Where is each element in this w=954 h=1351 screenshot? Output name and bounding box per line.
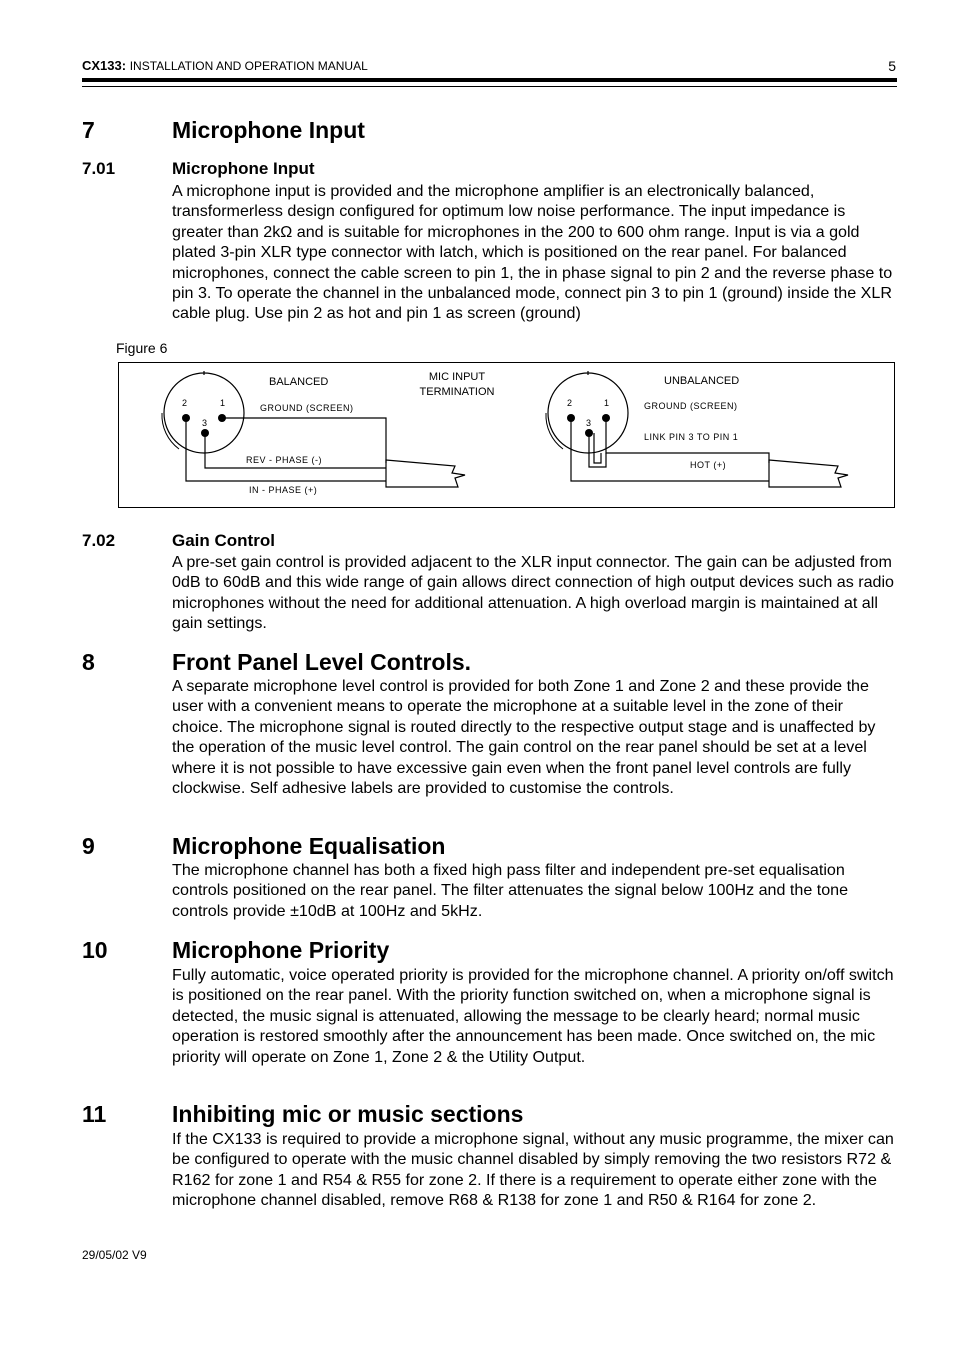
center-title-line1: MIC INPUT — [428, 371, 486, 383]
section-8-heading — [82, 648, 471, 676]
section-number: 8 — [82, 649, 95, 675]
header-rule-thin — [82, 86, 897, 87]
section-7-01-heading — [82, 159, 315, 179]
unbalanced-title: UNBALANCED — [664, 375, 740, 387]
section-number: 11 — [82, 1101, 107, 1127]
section-number: 10 — [82, 937, 108, 963]
balanced-in-phase-label: IN - PHASE (+) — [249, 485, 318, 495]
page-number: 5 — [888, 58, 896, 74]
section-number: 7.02 — [82, 531, 116, 550]
balanced-ground-label: GROUND (SCREEN) — [260, 403, 354, 413]
footer-date-version: 29/05/02 V9 — [82, 1248, 147, 1262]
section-9-heading — [82, 832, 445, 860]
section-title: Microphone Equalisation — [172, 833, 446, 859]
section-7-02-heading — [82, 531, 275, 551]
section-number: 7 — [82, 117, 95, 143]
section-title: Microphone Input — [172, 117, 365, 143]
unbalanced-pin1-label: 1 — [604, 398, 610, 408]
unbalanced-pin3-label: 3 — [586, 418, 592, 428]
section-title: Gain Control — [172, 531, 275, 550]
center-title-line2: TERMINATION — [419, 386, 495, 398]
balanced-pin3-label: 3 — [202, 418, 208, 428]
section-7-heading — [82, 116, 365, 144]
section-8-body: A separate microphone level control is provided for both Zone 1 and Zone 2 and these provide the user with a convenient means to operate the microphone at a suitable level in the zone of their choice. The microphone signal is routed directly to the respective output stage and is unaffected by the operation of the music level control. The gain control on the rear panel should be set at a level where it is not possible to have excessive gain even when the front panel level controls are fully clockwise. Self adhesive labels are provided to customise the controls. — [172, 677, 876, 798]
header-rule-thick — [82, 78, 897, 82]
doc-title: INSTALLATION AND OPERATION MANUAL — [129, 59, 368, 73]
wiring-diagram — [118, 362, 895, 508]
unbalanced-hot-label: HOT (+) — [690, 460, 727, 470]
doc-code: CX133: — [82, 58, 127, 73]
section-7-02-body: A pre-set gain control is provided adjacent to the XLR input connector. The gain can be adjusted from 0dB to 60dB and this wide range of gain allows direct connection of high output devices such as radio microphones without the need for additional attenuation. A high overload margin is maintained at all gain settings. — [172, 553, 894, 633]
section-title: Microphone Priority — [172, 937, 390, 963]
unbalanced-wires — [571, 418, 848, 487]
section-9-body: The microphone channel has both a fixed high pass filter and independent pre-set equalisation controls positioned on the rear panel. The filter attenuates the signal below 100Hz and the tone controls provide ±10dB at 100Hz and 5kHz. — [172, 861, 849, 920]
section-10-body: Fully automatic, voice operated priority is provided for the microphone channel. A priority on/off switch is positioned on the rear panel. With the priority function switched on, when a microphone signal is detected, the music signal is attenuated, allowing the message to be clearly heard; normal music operation is restored smoothly after the announcement has been made. Once switched on, the mic priority will operate on Zone 1, Zone 2 & the Utility Output. — [172, 966, 894, 1066]
section-number: 9 — [82, 833, 95, 859]
balanced-connector — [162, 371, 244, 453]
unbalanced-connector — [546, 371, 628, 453]
section-title: Microphone Input — [172, 159, 315, 178]
balanced-wires — [186, 418, 465, 487]
balanced-title: BALANCED — [269, 376, 329, 388]
section-10-heading — [82, 936, 389, 964]
section-11-heading — [82, 1100, 523, 1128]
figure-label: Figure 6 — [116, 340, 168, 356]
section-number: 7.01 — [82, 159, 116, 178]
unbalanced-ground-label: GROUND (SCREEN) — [644, 401, 738, 411]
section-title: Front Panel Level Controls. — [172, 649, 472, 675]
wiring-diagram-svg — [119, 363, 896, 509]
balanced-rev-phase-label: REV - PHASE (-) — [246, 455, 323, 465]
balanced-pin2-label: 2 — [182, 398, 188, 408]
section-11-body: If the CX133 is required to provide a microphone signal, without any music programme, the mixer can be configured to operate with the music channel disabled by simply removing the two resistors R72 & R162 for zone 1 and R54 & R55 for zone 2. If there is a requirement to operate either zone with the microphone channel disabled, remove R68 & R138 for zone 1 and R50 & R164 for zone 2. — [172, 1130, 894, 1210]
unbalanced-link-label: LINK PIN 3 TO PIN 1 — [644, 432, 739, 442]
balanced-pin1-label: 1 — [220, 398, 226, 408]
section-7-01-body: A microphone input is provided and the microphone amplifier is an electronically balanced, transformerless design configured for optimum low noise performance. The input impedance is greater than 2kΩ and is suitable for microphones in the 200 to 600 ohm range. Input is via a gold plated 3-pin XLR type connector with latch, which is positioned on the rear panel. For balanced microphones, connect the cable screen to pin 1, the in phase signal to pin 2 and the reverse phase to pin 3. To operate the channel in the unbalanced mode, connect pin 3 to pin 1 (ground) inside the XLR cable plug. Use pin 2 as hot and pin 1 as screen (ground) — [172, 182, 893, 323]
page-header — [82, 58, 896, 78]
unbalanced-pin2-label: 2 — [567, 398, 573, 408]
section-title: Inhibiting mic or music sections — [172, 1101, 524, 1127]
